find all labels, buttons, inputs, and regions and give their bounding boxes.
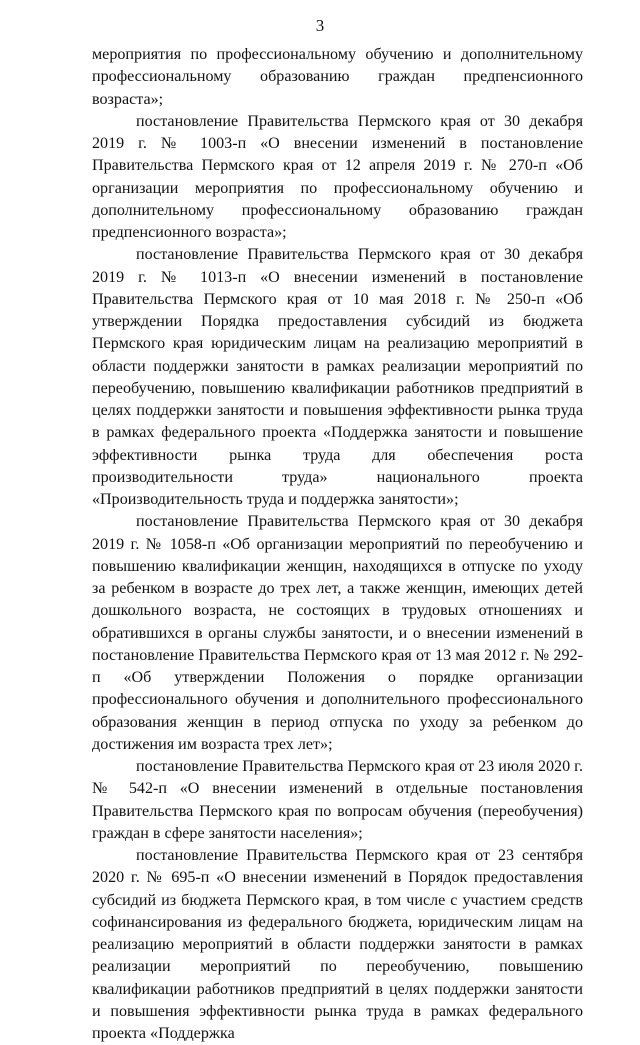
paragraph-continuation: мероприятия по профессиональному обучению и дополнительному профессиональному образованию граждан предпенсионного возраста»; [92, 46, 583, 108]
paragraph-resolution-542-p: постановление Правительства Пермского края от 23 июля 2020 г. № 542-п «О внесении изменений в отдельные постановления Правительства Пермского края по вопросам обучения (переобучения) граждан в сфере занятости населения»; [92, 758, 583, 842]
paragraph-resolution-695-p: постановление Правительства Пермского края от 23 сентября 2020 г. № 695-п «О внесении изменений в Порядок предоставления субсидий из бюджета Пермского края, в том числе с участием средств софинансирования из федерального бюджета, юридическим лицам на реализацию мероприятий в области поддержки занятости в рамках реализации мероприятий по переобучению, повышению квалификации работников предприятий в целях поддержки занятости и повышения эффективности рынка труда в рамках федерального проекта «Поддержка [92, 847, 583, 1042]
paragraph-resolution-1058-p: постановление Правительства Пермского края от 30 декабря 2019 г. № 1058-п «Об организации мероприятий по переобучению и повышению квалификации женщин, находящихся в отпуске по уходу за ребенком в возрасте до трех лет, а также женщин, имеющих детей дошкольного возраста, не состоящих в трудовых отношениях и обратившихся в органы службы занятости, и о внесении изменений в постановление Правительства Пермского края от 13 мая 2012 г. № 292-п «Об утверждении Положения о порядке организации профессионального обучения и дополнительного профессионального образования женщин в период отпуска по уходу за ребенком до достижения им возраста трех лет»; [92, 513, 583, 753]
document-body [92, 44, 583, 1045]
paragraph-resolution-1003-p: постановление Правительства Пермского края от 30 декабря 2019 г. № 1003-п «О внесении изменений в постановление Правительства Пермского края от 12 апреля 2019 г. № 270-п «Об организации мероприятия по профессиональному обучению и дополнительному профессиональному образованию граждан предпенсионного возраста»; [92, 112, 583, 241]
paragraph-resolution-1013-p: постановление Правительства Пермского края от 30 декабря 2019 г. № 1013-п «О внесении изменений в постановление Правительства Пермского края от 10 мая 2018 г. № 250-п «Об утверждении Порядка предоставления субсидий из бюджета Пермского края юридическим лицам на реализацию мероприятий в области поддержки занятости в рамках реализации мероприятий по переобучению, повышению квалификации работников предприятий в целях поддержки занятости и повышения эффективности рынка труда в рамках федерального проекта «Поддержка занятости и повышение эффективности рынка труда для обеспечения роста производительности труда» национального проекта «Производительность труда и поддержка занятости»; [92, 246, 583, 508]
page-number: 3 [315, 16, 325, 35]
